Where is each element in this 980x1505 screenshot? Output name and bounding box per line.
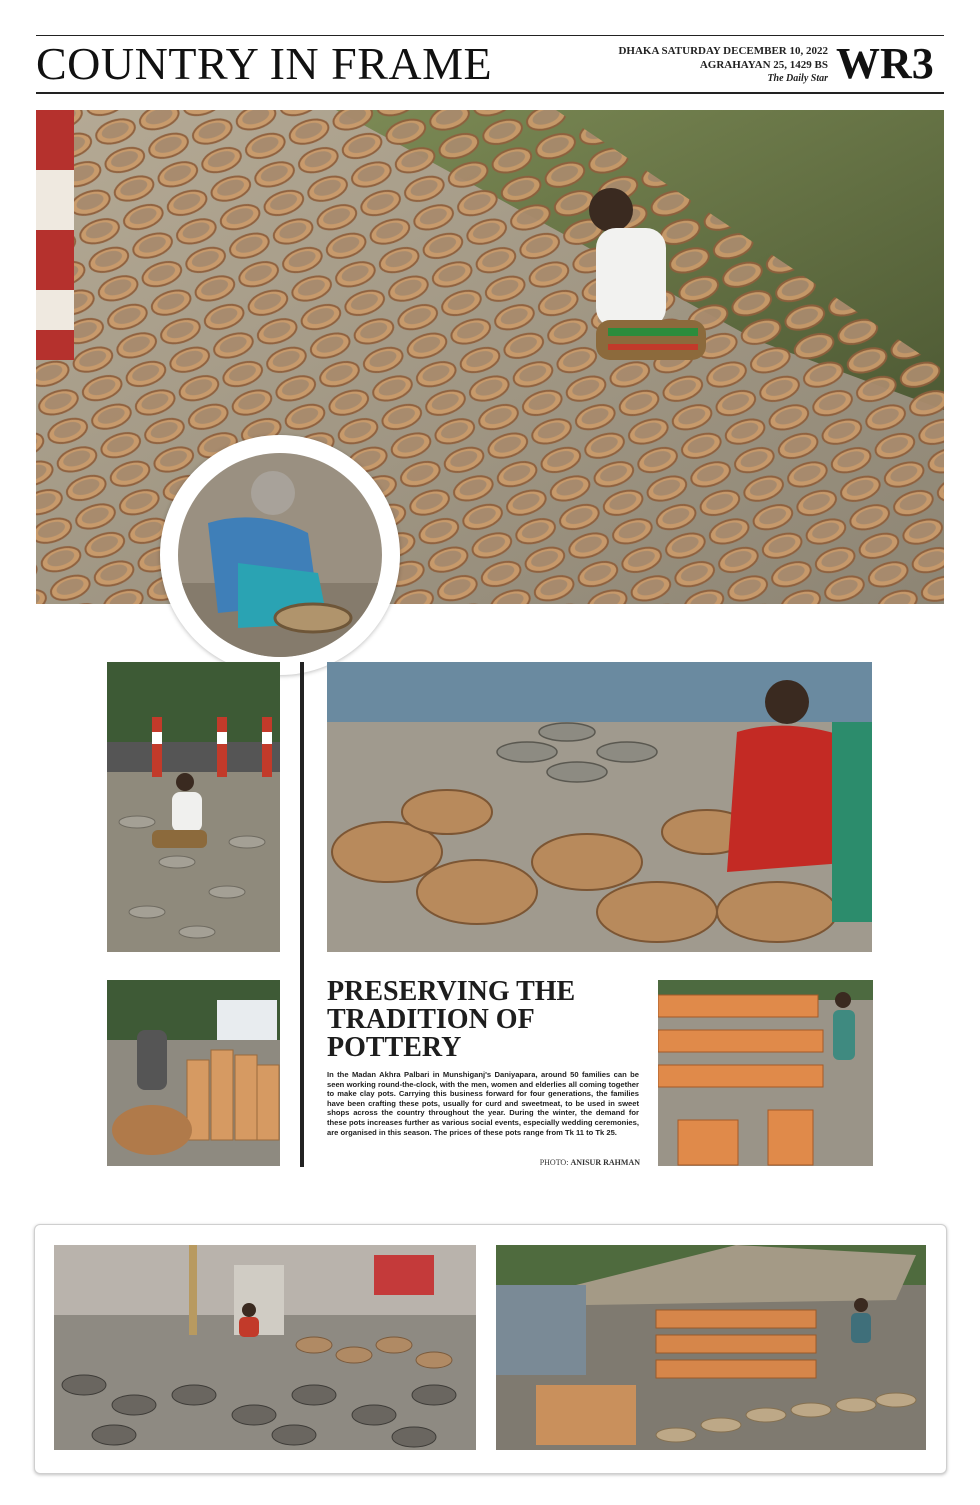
column-divider <box>300 662 304 1167</box>
top-rule <box>36 35 944 36</box>
story-headline: PRESERVING THE TRADITION OF POTTERY <box>327 976 576 1063</box>
photo-drying-yard <box>54 1245 476 1450</box>
dateline <box>548 44 828 86</box>
photo-credit-name: ANISUR RAHMAN <box>570 1158 640 1167</box>
brand-name: The Daily Star <box>767 73 828 84</box>
header-bottom-rule <box>36 92 944 94</box>
story-body: In the Madan Akhra Palbari in Munshiganj's Daniyapara, around 50 families can be seen working round-the-clock, with the men, women and elderlies all coming together to make clay pots. Carrying this business forward for four generations, the families have been crafting these pots, usually for curd and sweetmeat, to be used in sweet shops across the country throughout the year. During the winter, the demand for these pots increases further as various social events, especially wedding ceremonies, are organised in this season. The prices of these pots range from Tk 11 to Tk 25. <box>327 1070 639 1137</box>
dateline-date: DHAKA SATURDAY DECEMBER 10, 2022 <box>618 45 828 57</box>
photo-credit-label: PHOTO: <box>539 1158 569 1167</box>
photo-worker-roadside <box>107 662 280 952</box>
photo-credit <box>470 1158 640 1167</box>
photo-stacked-pots-truck <box>107 980 280 1166</box>
photo-kiln-pots <box>658 980 873 1166</box>
inset-elderly-potter <box>160 435 400 675</box>
photo-thatched-shed <box>496 1245 926 1450</box>
page-code: WR3 <box>836 39 934 88</box>
section-title: COUNTRY IN FRAME <box>36 38 493 89</box>
dateline-bangla-date: AGRAHAYAN 25, 1429 BS <box>699 59 828 71</box>
photo-woman-with-pots <box>327 662 872 952</box>
